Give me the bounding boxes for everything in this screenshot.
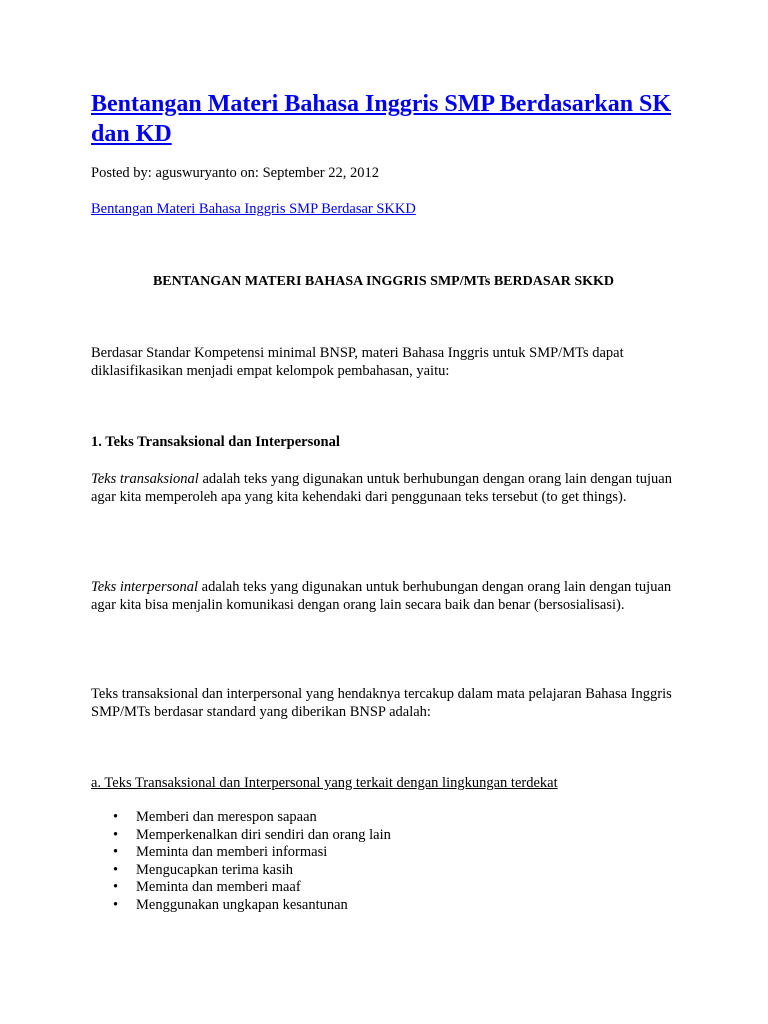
list-item-text: Mengucapkan terima kasih (136, 861, 294, 878)
list-item-text: Menggunakan ungkapan kesantunan (136, 896, 348, 913)
bullet-list (91, 809, 391, 914)
interpersonal-paragraph (91, 578, 691, 614)
transaksional-paragraph (91, 470, 691, 506)
list-item-text: Memberi dan merespon sapaan (136, 809, 317, 825)
list-item (91, 879, 391, 897)
article-title-link[interactable]: Bentangan Materi Bahasa Inggris SMP Berdasarkan SK dan KD (91, 91, 672, 147)
transaksional-term: Teks transaksional (91, 471, 199, 487)
bullet-icon: • (113, 844, 119, 860)
bullet-icon: • (113, 879, 119, 895)
list-item (91, 844, 391, 862)
skkd-link[interactable]: Bentangan Materi Bahasa Inggris SMP Berdasar SKKD (91, 201, 416, 217)
subsection-a-heading: a. Teks Transaksional dan Interpersonal yang terkait dengan lingkungan terdekat (91, 775, 558, 791)
list-item-text: Memperkenalkan diri sendiri dan orang lain (136, 826, 391, 843)
posted-by-line: Posted by: aguswuryanto on: September 22, 2012 (91, 165, 379, 181)
transaksional-definition: adalah teks yang digunakan untuk berhubungan dengan orang lain dengan tujuan agar kita memperoleh apa yang kita kehendaki dari penggunaan teks tersebut (to get things). (91, 471, 672, 505)
list-item-text: Meminta dan memberi informasi (136, 844, 328, 860)
interpersonal-term: Teks interpersonal (91, 579, 199, 595)
list-item (91, 827, 391, 845)
interpersonal-definition: adalah teks yang digunakan untuk berhubungan dengan orang lain dengan tujuan agar kita bisa menjalin komunikasi dengan orang lain secara baik dan benar (bersosialisasi). (91, 579, 672, 613)
bullet-icon: • (113, 809, 119, 825)
list-item (91, 897, 391, 915)
bullet-icon: • (113, 861, 119, 878)
bullet-icon: • (113, 826, 119, 843)
list-item (91, 862, 391, 880)
section-1-heading: 1. Teks Transaksional dan Interpersonal (91, 434, 340, 450)
center-heading: BENTANGAN MATERI BAHASA INGGRIS SMP/MTs BERDASAR SKKD (152, 274, 615, 289)
list-intro-paragraph: Teks transaksional dan interpersonal yang hendaknya tercakup dalam mata pelajaran Bahasa Inggris SMP/MTs berdasar standard yang diberikan BNSP adalah: (91, 686, 672, 720)
bullet-icon: • (113, 896, 119, 913)
list-item (91, 809, 391, 827)
intro-paragraph: Berdasar Standar Kompetensi minimal BNSP, materi Bahasa Inggris untuk SMP/MTs dapat diklasifikasikan menjadi empat kelompok pembahasan, yaitu: (91, 345, 624, 379)
list-item-text: Meminta dan memberi maaf (136, 879, 301, 895)
